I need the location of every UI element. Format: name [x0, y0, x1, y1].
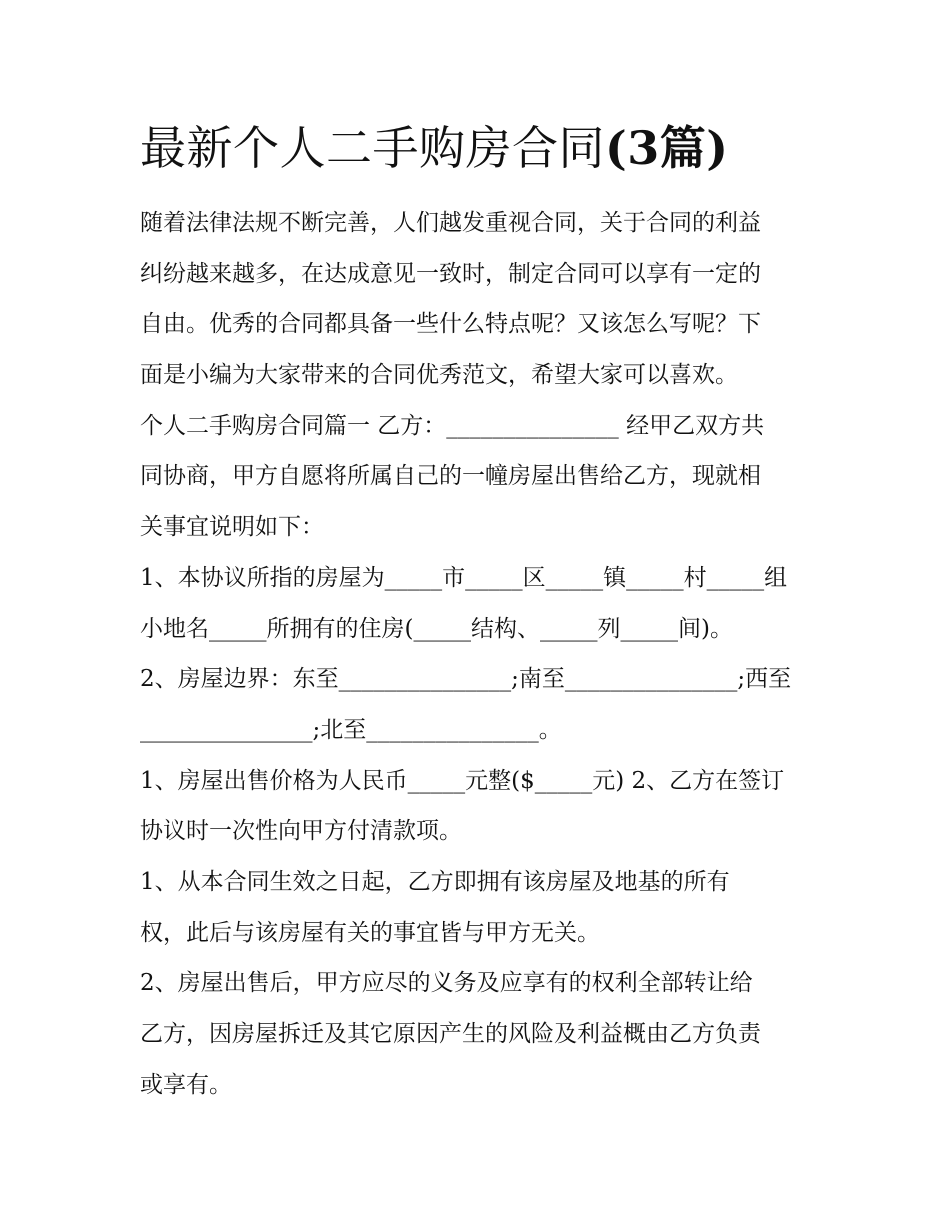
body-line: 2、房屋出售后，甲方应尽的义务及应享有的权利全部转让给 [140, 970, 753, 997]
body-line: _______________;北至_______________。 [140, 716, 562, 743]
body-line: 随着法律法规不断完善，人们越发重视合同，关于合同的利益 [140, 210, 761, 236]
body-line: 权，此后与该房屋有关的事宜皆与甲方无关。 [140, 919, 600, 946]
body-line: 1、本协议所指的房屋为_____市_____区_____镇_____村_____组 [140, 564, 788, 591]
document-title [140, 112, 840, 184]
body-line: 协议时一次性向甲方付清款项。 [140, 818, 462, 845]
body-line: 纠纷越来越多，在达成意见一致时，制定合同可以享有一定的 [140, 260, 761, 287]
body-line: 自由。优秀的合同都具备一些什么特点呢？又该怎么写呢？下 [140, 311, 761, 338]
body-line: 个人二手购房合同篇一 乙方：_______________ 经甲乙双方共 [140, 412, 765, 439]
body-line: 或享有。 [140, 1071, 232, 1098]
body-line: 同协商，甲方自愿将所属自己的一幢房屋出售给乙方，现就相 [140, 463, 761, 490]
document-body [140, 198, 815, 1110]
body-line: 1、从本合同生效之日起，乙方即拥有该房屋及地基的所有 [140, 868, 730, 895]
title-count: (3篇) [605, 121, 729, 175]
body-line: 2、房屋边界：东至_______________;南至_______________;西至 [140, 666, 792, 693]
body-line: 1、房屋出售价格为人民币_____元整($_____元) 2、乙方在签订 [140, 767, 785, 794]
title-main: 最新个人二手购房合同 [140, 121, 605, 175]
body-line: 关事宜说明如下： [140, 514, 324, 541]
body-line: 小地名_____所拥有的住房(_____结构、_____列_____间)。 [140, 615, 733, 642]
body-line: 乙方，因房屋拆迁及其它原因产生的风险及利益概由乙方负责 [140, 1021, 761, 1047]
body-line: 面是小编为大家带来的合同优秀范文，希望大家可以喜欢。 [140, 362, 738, 389]
